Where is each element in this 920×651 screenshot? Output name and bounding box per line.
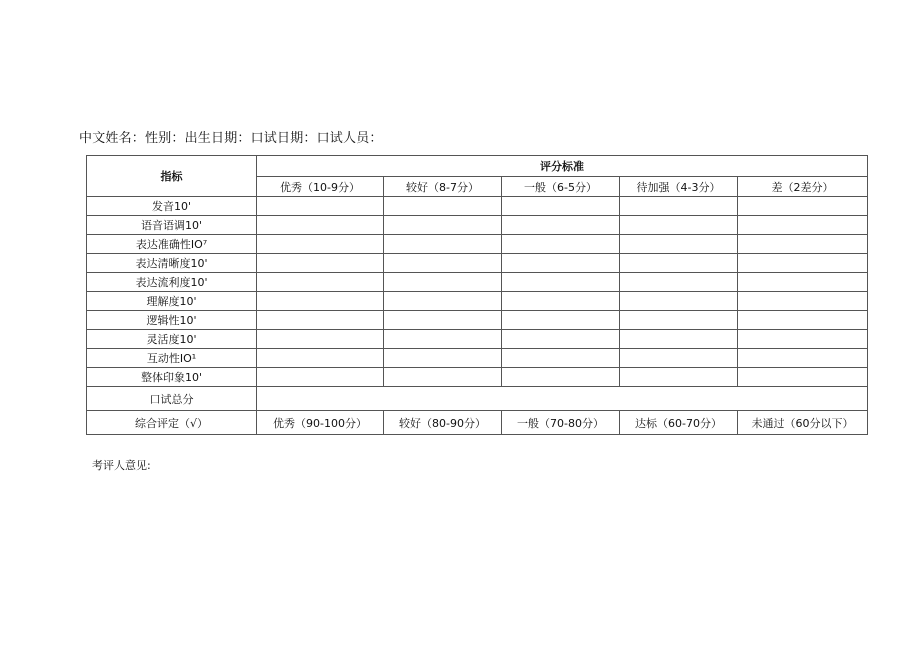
score-cell[interactable]: [620, 254, 738, 273]
oral-exam-score-table: [86, 155, 868, 435]
examiner-comment-label: 考评人意见:: [92, 459, 151, 472]
indicator-row: [87, 311, 868, 330]
indicator-label: 整体印象10': [87, 368, 257, 387]
score-cell[interactable]: [738, 254, 868, 273]
score-cell[interactable]: [620, 368, 738, 387]
indicator-row: [87, 235, 868, 254]
grade-header: 较好（8-7分）: [384, 177, 502, 197]
indicator-row: [87, 330, 868, 349]
overall-option[interactable]: 达标（60-70分）: [620, 411, 738, 435]
total-score-label: 口试总分: [87, 387, 257, 411]
score-cell[interactable]: [384, 235, 502, 254]
grade-header: 一般（6-5分）: [502, 177, 620, 197]
score-cell[interactable]: [738, 235, 868, 254]
score-cell[interactable]: [257, 368, 384, 387]
indicator-row: [87, 254, 868, 273]
score-cell[interactable]: [738, 311, 868, 330]
score-cell[interactable]: [257, 349, 384, 368]
score-cell[interactable]: [502, 235, 620, 254]
score-cell[interactable]: [502, 292, 620, 311]
score-cell[interactable]: [738, 349, 868, 368]
score-cell[interactable]: [620, 273, 738, 292]
grade-header: 待加强（4-3分）: [620, 177, 738, 197]
indicator-row: [87, 368, 868, 387]
score-cell[interactable]: [257, 311, 384, 330]
score-cell[interactable]: [384, 311, 502, 330]
indicator-label: 表达准确性IO⁷: [87, 235, 257, 254]
score-cell[interactable]: [257, 254, 384, 273]
score-cell[interactable]: [738, 216, 868, 235]
score-cell[interactable]: [257, 235, 384, 254]
grade-header: 差（2差分）: [738, 177, 868, 197]
criteria-header: 评分标准: [257, 156, 868, 177]
score-cell[interactable]: [738, 197, 868, 216]
score-cell[interactable]: [738, 273, 868, 292]
score-cell[interactable]: [738, 368, 868, 387]
grade-header: 优秀（10-9分）: [257, 177, 384, 197]
score-cell[interactable]: [620, 235, 738, 254]
score-cell[interactable]: [502, 349, 620, 368]
score-cell[interactable]: [384, 292, 502, 311]
score-cell[interactable]: [502, 368, 620, 387]
indicator-row: [87, 216, 868, 235]
score-cell[interactable]: [620, 216, 738, 235]
overall-option[interactable]: 未通过（60分以下）: [738, 411, 868, 435]
score-cell[interactable]: [257, 197, 384, 216]
indicator-row: [87, 292, 868, 311]
score-cell[interactable]: [384, 330, 502, 349]
indicator-label: 表达清晰度10': [87, 254, 257, 273]
overall-option[interactable]: 一般（70-80分）: [502, 411, 620, 435]
score-cell[interactable]: [257, 330, 384, 349]
indicator-row: [87, 349, 868, 368]
score-cell[interactable]: [738, 292, 868, 311]
score-cell[interactable]: [620, 349, 738, 368]
score-cell[interactable]: [384, 197, 502, 216]
indicator-label: 发音10': [87, 197, 257, 216]
total-score-cell[interactable]: [257, 387, 868, 411]
total-score-row: [87, 387, 868, 411]
score-cell[interactable]: [502, 197, 620, 216]
indicator-label: 互动性IO¹: [87, 349, 257, 368]
score-cell[interactable]: [384, 368, 502, 387]
overall-rating-row: [87, 411, 868, 435]
overall-option[interactable]: 优秀（90-100分）: [257, 411, 384, 435]
indicator-label: 灵活度10': [87, 330, 257, 349]
indicator-label: 语音语调10': [87, 216, 257, 235]
score-cell[interactable]: [502, 330, 620, 349]
indicator-row: [87, 273, 868, 292]
score-cell[interactable]: [620, 311, 738, 330]
overall-option[interactable]: 较好（80-90分）: [384, 411, 502, 435]
score-cell[interactable]: [502, 273, 620, 292]
score-cell[interactable]: [502, 254, 620, 273]
indicator-label: 理解度10': [87, 292, 257, 311]
score-cell[interactable]: [620, 197, 738, 216]
score-cell[interactable]: [620, 330, 738, 349]
indicator-label: 逻辑性10': [87, 311, 257, 330]
score-cell[interactable]: [257, 292, 384, 311]
score-cell[interactable]: [384, 216, 502, 235]
overall-rating-label: 综合评定（√）: [87, 411, 257, 435]
indicator-row: [87, 197, 868, 216]
candidate-info-line: 中文姓名：性别：出生日期：口试日期：口试人员：: [79, 131, 383, 146]
score-cell[interactable]: [384, 273, 502, 292]
score-cell[interactable]: [384, 254, 502, 273]
score-cell[interactable]: [502, 216, 620, 235]
score-cell[interactable]: [502, 311, 620, 330]
score-cell[interactable]: [738, 330, 868, 349]
score-cell[interactable]: [384, 349, 502, 368]
score-cell[interactable]: [620, 292, 738, 311]
indicator-label: 表达流利度10': [87, 273, 257, 292]
score-cell[interactable]: [257, 216, 384, 235]
score-cell[interactable]: [257, 273, 384, 292]
indicator-header: 指标: [87, 156, 257, 197]
